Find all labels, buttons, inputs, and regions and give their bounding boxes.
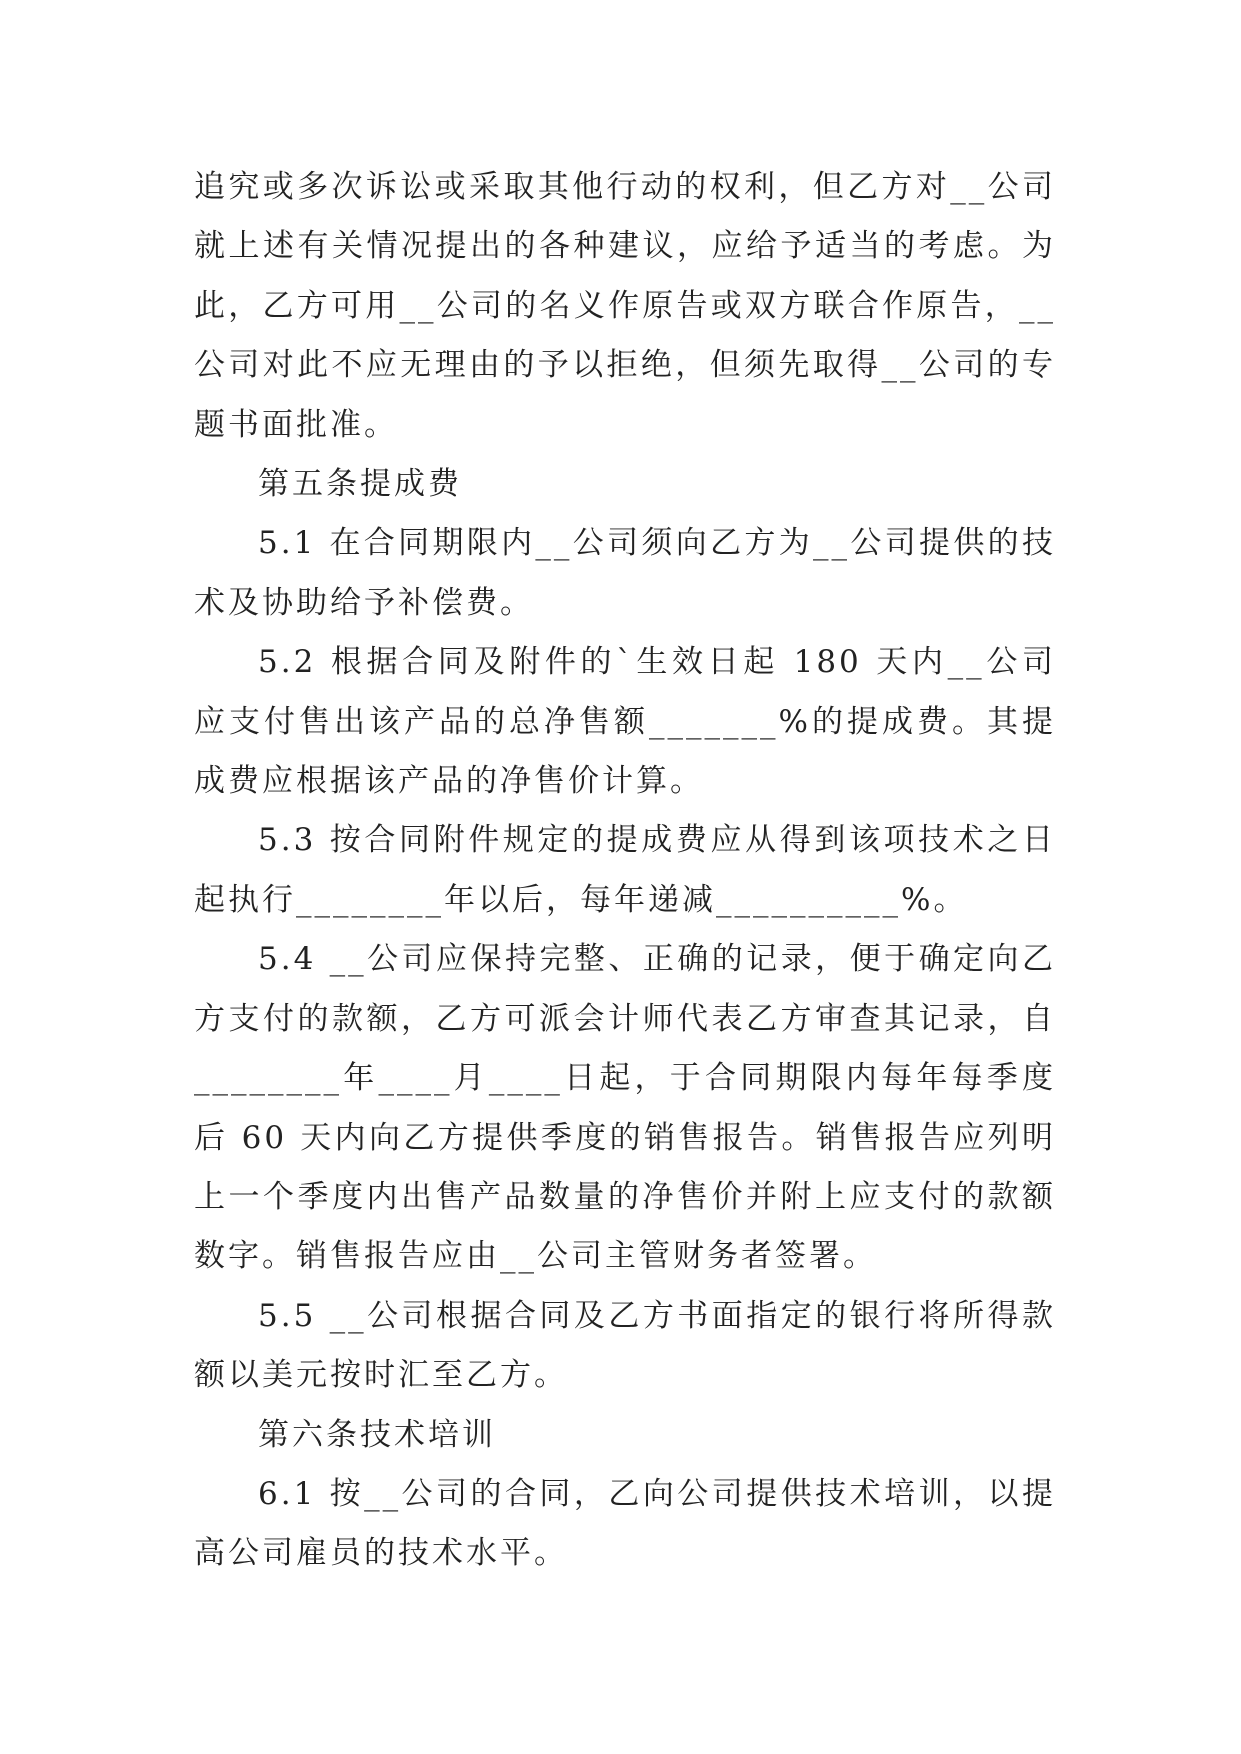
document-body [194,158,1056,1584]
clause-6-1: 6.1 按__公司的合同，乙向公司提供技术培训，以提高公司雇员的技术水平。 [194,1475,1056,1572]
clause-5-1: 5.1 在合同期限内__公司须向乙方为__公司提供的技术及协助给予补偿费。 [194,525,1056,621]
clause-5-3: 5.3 按合同附件规定的提成费应从得到该项技术之日起执行________年以后，每年递减__________%。 [194,822,1056,918]
section-heading-article-5: 第五条提成费 [258,466,462,503]
paragraph-rights-clause: 追究或多次诉讼或采取其他行动的权利，但乙方对__公司就上述有关情况提出的各种建议，应给予适当的考虑。为此，乙方可用__公司的名义作原告或双方联合作原告，__公司对此不应无理由的予以拒绝，但须先取得__公司的专题书面批准。 [194,169,1056,443]
section-heading-article-6: 第六条技术培训 [258,1416,496,1453]
clause-5-2: 5.2 根据合同及附件的`生效日起 180 天内__公司应支付售出该产品的总净售额_______%的提成费。其提成费应根据该产品的净售价计算。 [194,644,1056,800]
clause-5-5: 5.5 __公司根据合同及乙方书面指定的银行将所得款额以美元按时汇至乙方。 [194,1297,1056,1394]
clause-5-4: 5.4 __公司应保持完整、正确的记录，便于确定向乙方支付的款额，乙方可派会计师代表乙方审查其记录，自________年____月____日起，于合同期限内每年每季度后 60 天内向乙方提供季度的销售报告。销售报告应列明上一个季度内出售产品数量的净售价并附上应支付的款额数字。销售报告应由__公司主管财务者签署。 [194,941,1056,1275]
